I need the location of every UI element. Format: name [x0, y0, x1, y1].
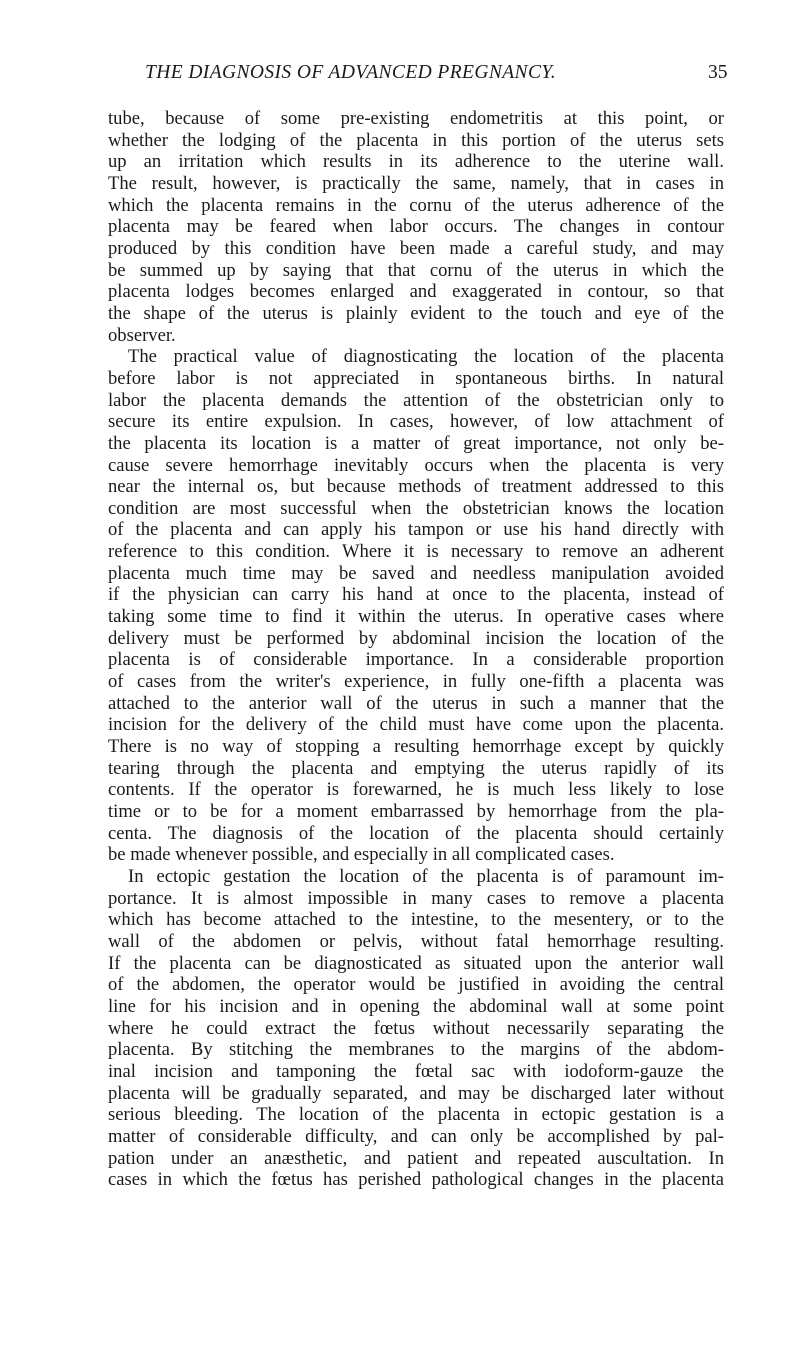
text-line: centa. The diagnosis of the location of the placenta should certainly — [108, 822, 724, 844]
text-line: if the physician can carry his hand at once to the placenta, instead of — [108, 584, 724, 606]
text-line: be made whenever possible, and especially in all complicated cases. — [108, 844, 615, 866]
text-line: the placenta its location is a matter of great importance, not only be- — [108, 432, 724, 454]
text-line: portance. It is almost impossible in many cases to remove a placenta — [108, 887, 724, 909]
text-line: of cases from the writer's experience, in fully one-fifth a placenta was — [108, 671, 724, 693]
text-line: placenta. By stitching the membranes to the margins of the abdom- — [108, 1039, 724, 1061]
text-line: labor the placenta demands the attention of the obstetrician only to — [108, 389, 724, 411]
text-line: placenta is of considerable importance. In a considerable proportion — [108, 649, 724, 671]
text-line: In ectopic gestation the location of the placenta is of paramount im- — [128, 865, 724, 887]
text-line: the shape of the uterus is plainly evident to the touch and eye of the — [108, 302, 724, 324]
text-line: matter of considerable difficulty, and can only be accomplished by pal- — [108, 1125, 724, 1147]
text-line: line for his incision and in opening the abdominal wall at some point — [108, 995, 724, 1017]
text-line: observer. — [108, 324, 176, 346]
text-line: delivery must be performed by abdominal incision the location of the — [108, 627, 724, 649]
text-line: tearing through the placenta and emptying the uterus rapidly of its — [108, 757, 724, 779]
text-line: time or to be for a moment embarrassed by hemorrhage from the pla- — [108, 801, 724, 822]
text-line: be summed up by saying that that cornu of the uterus in which the — [108, 259, 724, 281]
text-line: produced by this condition have been made a careful study, and may — [108, 237, 724, 259]
text-line: of the placenta and can apply his tampon or use his hand directly with — [108, 519, 724, 541]
text-line: condition are most successful when the obstetrician knows the location — [108, 497, 724, 519]
text-line: inal incision and tamponing the fœtal sac with iodoform-gauze the — [108, 1060, 724, 1082]
text-line: placenta may be feared when labor occurs. The changes in contour — [108, 216, 724, 238]
paragraph — [108, 108, 724, 346]
text-line: The result, however, is practically the same, namely, that in cases in — [108, 172, 724, 194]
text-line: incision for the delivery of the child must have come upon the placenta. — [108, 714, 724, 736]
text-line: which has become attached to the intestine, to the mesentery, or to the — [108, 909, 724, 931]
text-line: placenta much time may be saved and needless manipulation avoided — [108, 562, 724, 584]
text-line: which the placenta remains in the cornu of the uterus adherence of the — [108, 194, 724, 216]
text-line: cause severe hemorrhage inevitably occurs when the placenta is very — [108, 454, 724, 476]
text-line: placenta will be gradually separated, and may be discharged later without — [108, 1082, 724, 1104]
text-line: reference to this condition. Where it is necessary to remove an adherent — [108, 541, 724, 563]
text-line: If the placenta can be diagnosticated as situated upon the anterior wall — [108, 952, 724, 974]
page-header — [0, 62, 801, 90]
text-line: The practical value of diagnosticating the location of the placenta — [128, 346, 724, 368]
text-line: up an irritation which results in its adherence to the uterine wall. — [108, 151, 724, 173]
text-line: contents. If the operator is forewarned, he is much less likely to lose — [108, 779, 724, 801]
text-line: wall of the abdomen or pelvis, without fatal hemorrhage resulting. — [108, 930, 724, 952]
text-line: secure its entire expulsion. In cases, however, of low attachment of — [108, 411, 724, 433]
text-line: where he could extract the fœtus without necessarily separating the — [108, 1017, 724, 1039]
paragraph — [108, 346, 724, 866]
text-line: attached to the anterior wall of the uterus in such a manner that the — [108, 692, 724, 714]
text-line: pation under an anæsthetic, and patient and repeated auscultation. In — [108, 1147, 724, 1169]
text-line: placenta lodges becomes enlarged and exaggerated in contour, so that — [108, 281, 724, 303]
text-line: serious bleeding. The location of the placenta in ectopic gestation is a — [108, 1104, 724, 1126]
text-line: tube, because of some pre-existing endometritis at this point, or — [108, 108, 724, 129]
text-line: cases in which the fœtus has perished pathological changes in the placenta — [108, 1169, 724, 1191]
text-line: taking some time to find it within the uterus. In operative cases where — [108, 606, 724, 628]
text-line: near the internal os, but because methods of treatment addressed to this — [108, 476, 724, 498]
paragraph — [108, 866, 724, 1191]
text-line: whether the lodging of the placenta in this portion of the uterus sets — [108, 129, 724, 151]
text-line: before labor is not appreciated in spontaneous births. In natural — [108, 367, 724, 389]
page-number: 35 — [708, 62, 728, 83]
running-title: THE DIAGNOSIS OF ADVANCED PREGNANCY. — [145, 62, 557, 83]
text-line: of the abdomen, the operator would be justified in avoiding the central — [108, 974, 724, 996]
text-line: There is no way of stopping a resulting hemorrhage except by quickly — [108, 736, 724, 758]
body-text — [108, 108, 724, 1191]
